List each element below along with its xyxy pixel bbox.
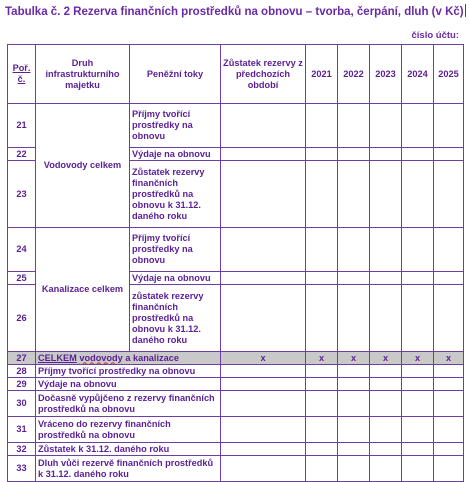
value-cell[interactable]	[434, 285, 464, 352]
row-label: Výdaje na obnovu	[36, 378, 221, 391]
row-number: 32	[8, 443, 36, 456]
value-cell[interactable]	[370, 443, 402, 456]
table-row	[8, 378, 464, 391]
total-mark: x	[306, 352, 338, 365]
total-mark: x	[370, 352, 402, 365]
header-year: 2025	[434, 45, 464, 104]
table-row	[8, 456, 464, 482]
table-row	[8, 417, 464, 443]
value-cell[interactable]	[434, 272, 464, 285]
value-cell[interactable]	[221, 228, 306, 272]
header-druh: Druh infrastrukturního majetku	[36, 45, 130, 104]
value-cell[interactable]	[402, 378, 434, 391]
table-title: Tabulka č. 2 Rezerva finančních prostředků na obnovu – tvorba, čerpání, dluh (v Kč)	[5, 6, 464, 18]
value-cell[interactable]	[221, 378, 306, 391]
value-cell[interactable]	[306, 391, 338, 417]
value-cell[interactable]	[306, 365, 338, 378]
value-cell[interactable]	[306, 456, 338, 482]
value-cell[interactable]	[370, 417, 402, 443]
value-cell[interactable]	[434, 228, 464, 272]
row-number: 21	[8, 104, 36, 148]
row-label: Příjmy tvořící prostředky na obnovu	[130, 104, 221, 148]
value-cell[interactable]	[338, 365, 370, 378]
value-cell[interactable]	[338, 378, 370, 391]
value-cell[interactable]	[434, 104, 464, 148]
row-label: zůstatek rezervy finančních prostředků na obnovu k 31.12. daného roku	[130, 285, 221, 352]
row-number: 28	[8, 365, 36, 378]
header-toky: Peněžní toky	[130, 45, 221, 104]
total-mark: x	[338, 352, 370, 365]
value-cell[interactable]	[338, 161, 370, 228]
value-cell[interactable]	[402, 417, 434, 443]
row-label: Výdaje na obnovu	[130, 148, 221, 161]
group-name: Kanalizace celkem	[36, 228, 130, 352]
value-cell[interactable]	[370, 272, 402, 285]
row-label: Příjmy tvořící prostředky na obnovu	[36, 365, 221, 378]
value-cell[interactable]	[434, 161, 464, 228]
header-por: Poř. č.	[8, 45, 36, 104]
table-row	[8, 228, 464, 272]
row-number: 29	[8, 378, 36, 391]
value-cell[interactable]	[402, 104, 434, 148]
value-cell[interactable]	[221, 391, 306, 417]
value-cell[interactable]	[402, 161, 434, 228]
row-label: Příjmy tvořící prostředky na obnovu	[130, 228, 221, 272]
value-cell[interactable]	[306, 443, 338, 456]
total-mark: x	[402, 352, 434, 365]
value-cell[interactable]	[402, 148, 434, 161]
value-cell[interactable]	[306, 104, 338, 148]
value-cell[interactable]	[370, 378, 402, 391]
row-number: 27	[8, 352, 36, 365]
header-year: 2021	[306, 45, 338, 104]
value-cell[interactable]	[434, 417, 464, 443]
value-cell[interactable]	[338, 228, 370, 272]
header-row	[8, 45, 464, 104]
table-row	[8, 365, 464, 378]
value-cell[interactable]	[402, 228, 434, 272]
row-number: 24	[8, 228, 36, 272]
value-cell[interactable]	[370, 456, 402, 482]
value-cell[interactable]	[338, 104, 370, 148]
row-label: Dluh vůči rezervě finančních prostředků k 31.12. daného roku	[36, 456, 221, 482]
value-cell[interactable]	[434, 378, 464, 391]
row-number: 23	[8, 161, 36, 228]
value-cell[interactable]	[370, 161, 402, 228]
value-cell[interactable]	[221, 443, 306, 456]
row-number: 26	[8, 285, 36, 352]
value-cell[interactable]	[221, 148, 306, 161]
table-row	[8, 443, 464, 456]
value-cell[interactable]	[402, 391, 434, 417]
total-mark: x	[221, 352, 306, 365]
header-year: 2023	[370, 45, 402, 104]
value-cell[interactable]	[402, 443, 434, 456]
value-cell[interactable]	[402, 456, 434, 482]
value-cell[interactable]	[306, 378, 338, 391]
value-cell[interactable]	[306, 228, 338, 272]
group-name: Vodovody celkem	[36, 104, 130, 228]
value-cell[interactable]	[370, 104, 402, 148]
value-cell[interactable]	[221, 417, 306, 443]
row-number: 25	[8, 272, 36, 285]
value-cell[interactable]	[221, 365, 306, 378]
value-cell[interactable]	[370, 148, 402, 161]
value-cell[interactable]	[338, 443, 370, 456]
value-cell[interactable]	[221, 456, 306, 482]
value-cell[interactable]	[370, 285, 402, 352]
value-cell[interactable]	[338, 417, 370, 443]
row-label: Vráceno do rezervy finančních prostředků na obnovu	[36, 417, 221, 443]
value-cell[interactable]	[402, 365, 434, 378]
value-cell[interactable]	[338, 272, 370, 285]
value-cell[interactable]	[402, 272, 434, 285]
text-cursor	[465, 4, 466, 17]
value-cell[interactable]	[434, 391, 464, 417]
header-year: 2024	[402, 45, 434, 104]
value-cell[interactable]	[338, 391, 370, 417]
value-cell[interactable]	[370, 228, 402, 272]
value-cell[interactable]	[338, 456, 370, 482]
value-cell[interactable]	[306, 272, 338, 285]
header-year: 2022	[338, 45, 370, 104]
row-number: 33	[8, 456, 36, 482]
reserve-table	[7, 44, 464, 482]
row-number: 22	[8, 148, 36, 161]
row-label: Výdaje na obnovu	[130, 272, 221, 285]
total-mark: x	[434, 352, 464, 365]
table-row	[8, 104, 464, 148]
value-cell[interactable]	[221, 285, 306, 352]
value-cell[interactable]	[434, 443, 464, 456]
value-cell[interactable]	[370, 365, 402, 378]
value-cell[interactable]	[434, 365, 464, 378]
header-zustatek: Zůstatek rezervy z předchozích období	[221, 45, 306, 104]
row-number: 30	[8, 391, 36, 417]
value-cell[interactable]	[434, 148, 464, 161]
value-cell[interactable]	[221, 272, 306, 285]
total-row	[8, 352, 464, 365]
value-cell[interactable]	[370, 391, 402, 417]
row-label: Zůstatek rezervy finančních prostředků na obnovu k 31.12. daného roku	[130, 161, 221, 228]
table-row	[8, 391, 464, 417]
row-number: 31	[8, 417, 36, 443]
value-cell[interactable]	[338, 148, 370, 161]
value-cell[interactable]	[221, 161, 306, 228]
value-cell[interactable]	[338, 285, 370, 352]
value-cell[interactable]	[306, 285, 338, 352]
value-cell[interactable]	[306, 148, 338, 161]
row-label: Dočasně vypůjčeno z rezervy finančních prostředků na obnovu	[36, 391, 221, 417]
total-label: CELKEM vodovody a kanalizace	[36, 352, 221, 365]
value-cell[interactable]	[221, 104, 306, 148]
row-label: Zůstatek k 31.12. daného roku	[36, 443, 221, 456]
value-cell[interactable]	[402, 285, 434, 352]
value-cell[interactable]	[306, 417, 338, 443]
account-number-label: číslo účtu:	[411, 30, 459, 41]
value-cell[interactable]	[434, 456, 464, 482]
value-cell[interactable]	[306, 161, 338, 228]
